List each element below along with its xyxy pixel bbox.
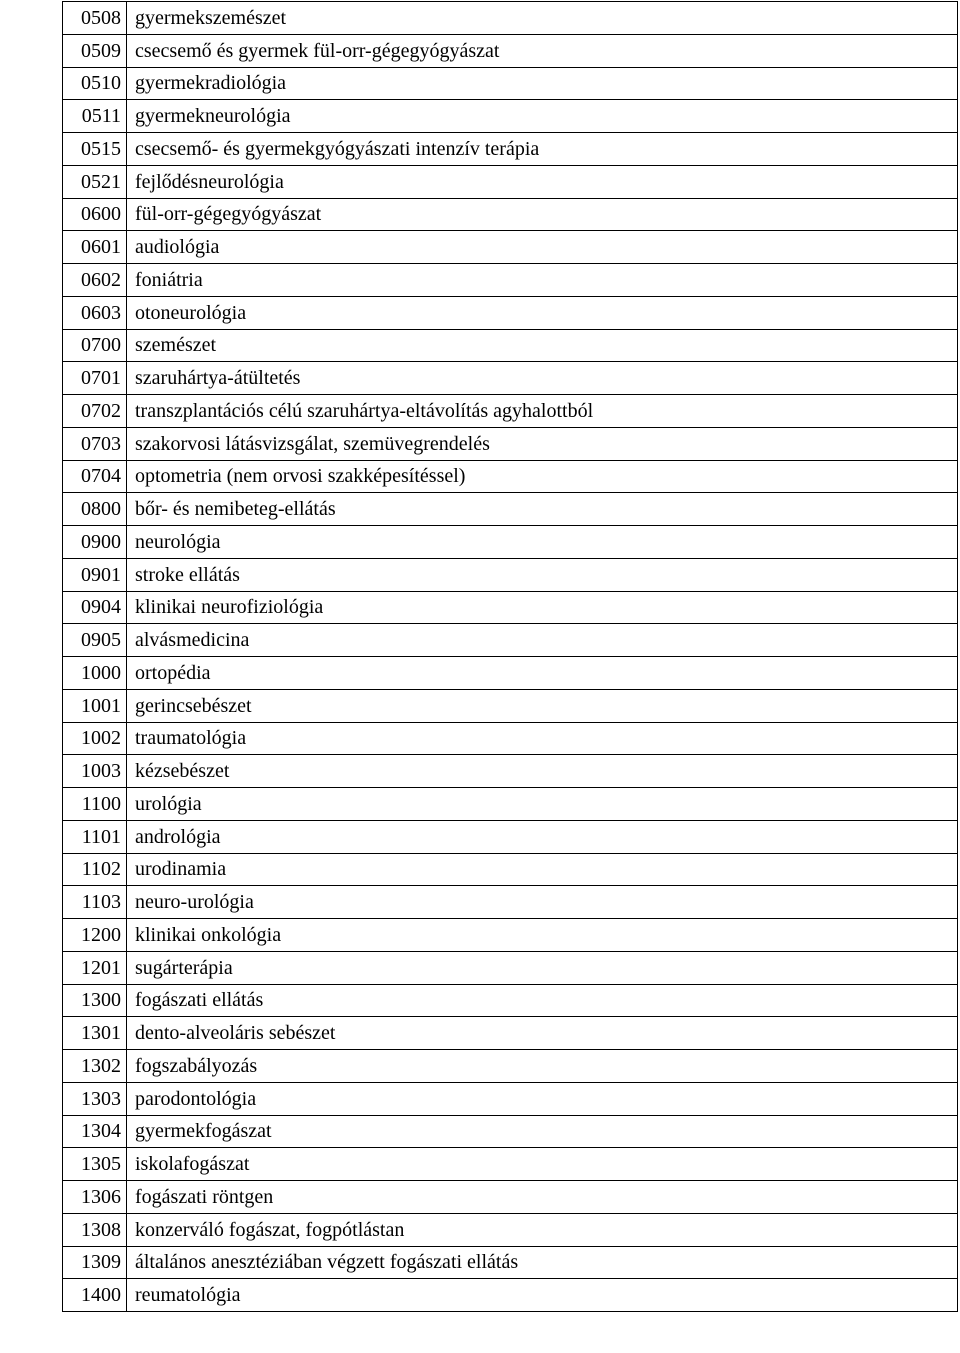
specialty-code-cell: 0509 — [63, 34, 127, 67]
specialty-code-table — [62, 1, 958, 1312]
specialty-name-cell: klinikai onkológia — [127, 919, 958, 952]
specialty-name-cell: fejlődésneurológia — [127, 165, 958, 198]
specialty-code-cell: 1001 — [63, 689, 127, 722]
table-row — [63, 919, 958, 952]
table-row — [63, 591, 958, 624]
specialty-name-cell: fül-orr-gégegyógyászat — [127, 198, 958, 231]
table-row — [63, 165, 958, 198]
table-row — [63, 100, 958, 133]
table-row — [63, 689, 958, 722]
specialty-name-cell: stroke ellátás — [127, 558, 958, 591]
specialty-code-cell: 0602 — [63, 264, 127, 297]
table-row — [63, 526, 958, 559]
specialty-code-cell: 0900 — [63, 526, 127, 559]
specialty-name-cell: klinikai neurofiziológia — [127, 591, 958, 624]
specialty-name-cell: sugárterápia — [127, 951, 958, 984]
specialty-name-cell: neuro-urológia — [127, 886, 958, 919]
specialty-code-cell: 1302 — [63, 1050, 127, 1083]
specialty-name-cell: gerincsebészet — [127, 689, 958, 722]
specialty-name-cell: fogászati ellátás — [127, 984, 958, 1017]
table-row — [63, 395, 958, 428]
specialty-name-cell: urológia — [127, 788, 958, 821]
specialty-name-cell: csecsemő és gyermek fül-orr-gégegyógyászat — [127, 34, 958, 67]
specialty-code-cell: 1000 — [63, 657, 127, 690]
table-row — [63, 1213, 958, 1246]
specialty-code-cell: 0905 — [63, 624, 127, 657]
specialty-name-cell: ortopédia — [127, 657, 958, 690]
specialty-name-cell: foniátria — [127, 264, 958, 297]
table-row — [63, 460, 958, 493]
specialty-code-cell: 0701 — [63, 362, 127, 395]
specialty-code-cell: 1306 — [63, 1181, 127, 1214]
table-row — [63, 264, 958, 297]
specialty-name-cell: neurológia — [127, 526, 958, 559]
specialty-code-cell: 0904 — [63, 591, 127, 624]
table-row — [63, 788, 958, 821]
specialty-name-cell: szaruhártya-átültetés — [127, 362, 958, 395]
table-row — [63, 886, 958, 919]
table-row — [63, 1050, 958, 1083]
specialty-code-cell: 0521 — [63, 165, 127, 198]
table-row — [63, 657, 958, 690]
specialty-code-cell: 1101 — [63, 820, 127, 853]
specialty-name-cell: andrológia — [127, 820, 958, 853]
table-row — [63, 1148, 958, 1181]
specialty-code-cell: 1304 — [63, 1115, 127, 1148]
specialty-name-cell: fogászati röntgen — [127, 1181, 958, 1214]
specialty-code-cell: 0603 — [63, 296, 127, 329]
table-row — [63, 1279, 958, 1312]
specialty-code-cell: 1300 — [63, 984, 127, 1017]
table-row — [63, 67, 958, 100]
table-row — [63, 296, 958, 329]
specialty-name-cell: gyermekszemészet — [127, 2, 958, 35]
table-row — [63, 231, 958, 264]
table-row — [63, 951, 958, 984]
specialty-name-cell: reumatológia — [127, 1279, 958, 1312]
table-row — [63, 1082, 958, 1115]
table-row — [63, 198, 958, 231]
table-row — [63, 624, 958, 657]
table-row — [63, 427, 958, 460]
specialty-code-cell: 0901 — [63, 558, 127, 591]
specialty-name-cell: audiológia — [127, 231, 958, 264]
table-row — [63, 1017, 958, 1050]
specialty-code-cell: 1303 — [63, 1082, 127, 1115]
table-row — [63, 558, 958, 591]
table-row — [63, 493, 958, 526]
specialty-name-cell: iskolafogászat — [127, 1148, 958, 1181]
specialty-name-cell: parodontológia — [127, 1082, 958, 1115]
specialty-name-cell: szemészet — [127, 329, 958, 362]
table-row — [63, 1181, 958, 1214]
specialty-name-cell: fogszabályozás — [127, 1050, 958, 1083]
table-row — [63, 1246, 958, 1279]
table-row — [63, 2, 958, 35]
specialty-code-cell: 0704 — [63, 460, 127, 493]
specialty-name-cell: urodinamia — [127, 853, 958, 886]
specialty-code-cell: 1100 — [63, 788, 127, 821]
specialty-name-cell: konzerváló fogászat, fogpótlástan — [127, 1213, 958, 1246]
specialty-name-cell: transzplantációs célú szaruhártya-eltávolítás agyhalottból — [127, 395, 958, 428]
specialty-name-cell: gyermekneurológia — [127, 100, 958, 133]
specialty-code-cell: 1002 — [63, 722, 127, 755]
specialty-name-cell: szakorvosi látásvizsgálat, szemüvegrendelés — [127, 427, 958, 460]
specialty-code-cell: 1201 — [63, 951, 127, 984]
specialty-name-cell: általános anesztéziában végzett fogászati ellátás — [127, 1246, 958, 1279]
specialty-code-cell: 0702 — [63, 395, 127, 428]
specialty-code-cell: 0510 — [63, 67, 127, 100]
specialty-code-cell: 0508 — [63, 2, 127, 35]
specialty-name-cell: kézsebészet — [127, 755, 958, 788]
specialty-code-cell: 0700 — [63, 329, 127, 362]
specialty-code-cell: 0703 — [63, 427, 127, 460]
specialty-name-cell: alvásmedicina — [127, 624, 958, 657]
specialty-name-cell: gyermekradiológia — [127, 67, 958, 100]
specialty-name-cell: optometria (nem orvosi szakképesítéssel) — [127, 460, 958, 493]
specialty-name-cell: otoneurológia — [127, 296, 958, 329]
specialty-name-cell: csecsemő- és gyermekgyógyászati intenzív terápia — [127, 133, 958, 166]
table-body — [63, 2, 958, 1312]
table-row — [63, 820, 958, 853]
table-row — [63, 329, 958, 362]
specialty-code-cell: 1103 — [63, 886, 127, 919]
specialty-code-cell: 1200 — [63, 919, 127, 952]
specialty-code-cell: 0515 — [63, 133, 127, 166]
specialty-code-cell: 0511 — [63, 100, 127, 133]
specialty-code-cell: 0601 — [63, 231, 127, 264]
specialty-code-cell: 1003 — [63, 755, 127, 788]
table-row — [63, 755, 958, 788]
specialty-code-cell: 0800 — [63, 493, 127, 526]
specialty-code-cell: 1301 — [63, 1017, 127, 1050]
specialty-code-cell: 1308 — [63, 1213, 127, 1246]
specialty-code-cell: 0600 — [63, 198, 127, 231]
specialty-code-cell: 1305 — [63, 1148, 127, 1181]
specialty-name-cell: gyermekfogászat — [127, 1115, 958, 1148]
specialty-name-cell: traumatológia — [127, 722, 958, 755]
table-row — [63, 133, 958, 166]
specialty-code-cell: 1102 — [63, 853, 127, 886]
specialty-code-cell: 1309 — [63, 1246, 127, 1279]
specialty-name-cell: bőr- és nemibeteg-ellátás — [127, 493, 958, 526]
table-row — [63, 34, 958, 67]
table-row — [63, 984, 958, 1017]
table-row — [63, 1115, 958, 1148]
specialty-code-cell: 1400 — [63, 1279, 127, 1312]
specialty-name-cell: dento-alveoláris sebészet — [127, 1017, 958, 1050]
table-row — [63, 853, 958, 886]
table-row — [63, 722, 958, 755]
table-row — [63, 362, 958, 395]
